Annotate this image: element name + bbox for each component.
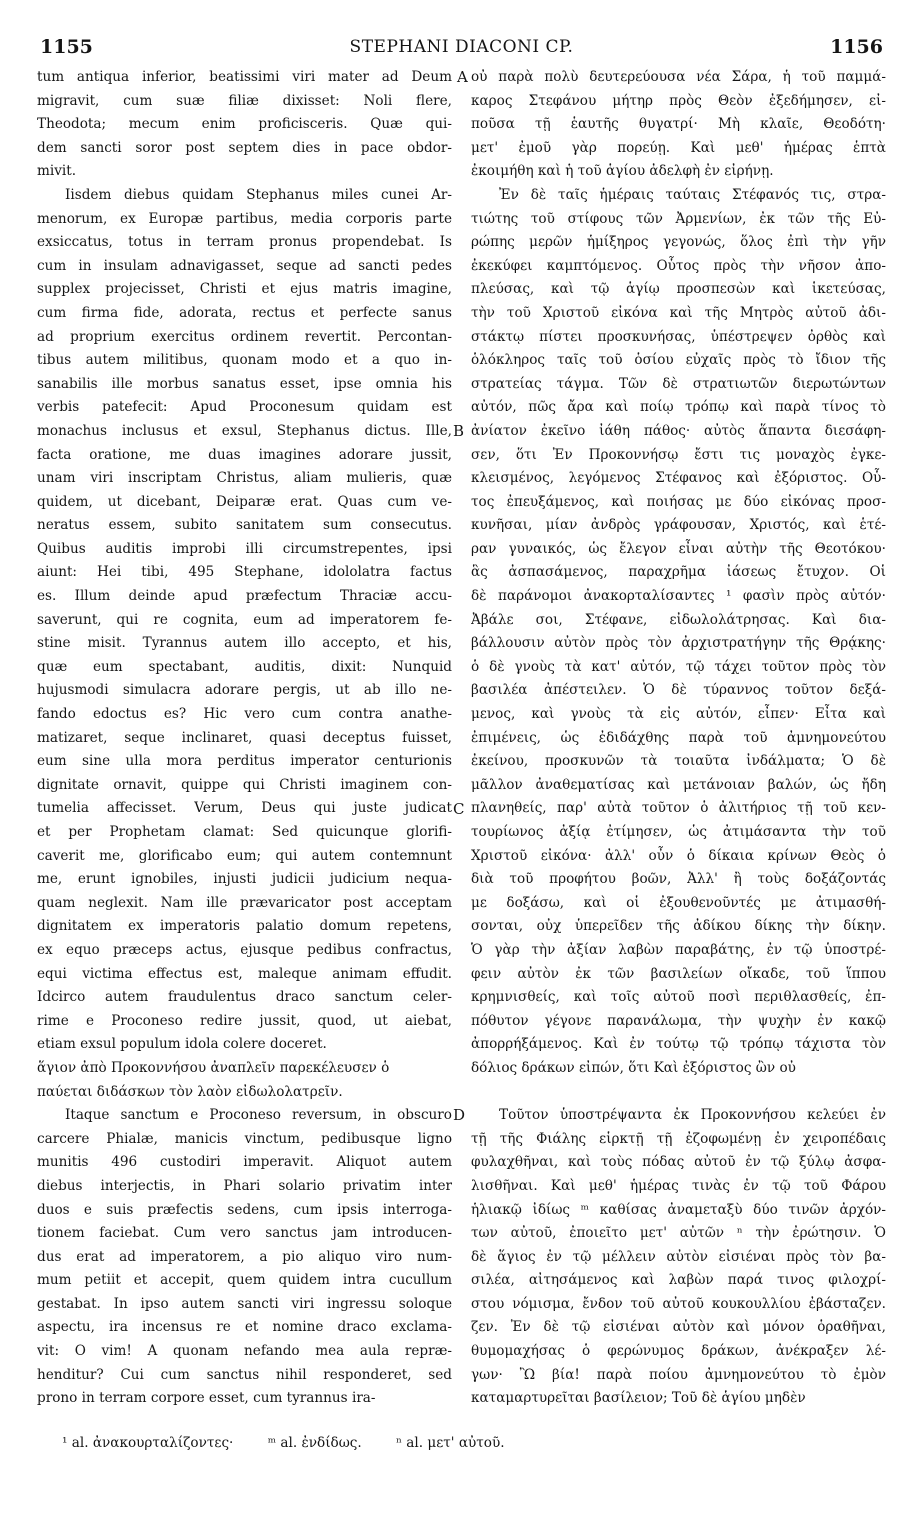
text-line: Theodota; mecum enim proficisceris. Quæ qui- [37,116,452,133]
text-line: me, erunt ignobiles, injusti judicii judicium nequa- [37,871,452,888]
text-line: Iisdem diebus quidam Stephanus miles cunei Ar- [65,186,452,203]
text-line: Idcirco autem fraudulentus draco sanctum celer- [37,989,452,1006]
text-line: duos e suis præfectis sedens, cum ipsis interroga- [37,1201,452,1218]
text-line: αὐτόν, πῶς ἄρα καὶ ποίῳ τρόπῳ καὶ παρὰ τίνος τὸ [471,399,886,416]
running-title: STEPHANI DIACONI CP. [349,37,574,57]
text-line: unam viri inscriptam Christus, aliam mulieris, quæ [37,470,452,487]
text-line: σεν, ὅτι Ἐν Προκοννήσῳ ἔστι τις μοναχὸς ἐγκε- [471,446,886,463]
text-line: matizaret, seque inclinaret, quasi deceptus fuisset, [37,729,452,746]
text-line: cum firma fide, adorata, rectus et perfecte sanus [37,304,452,321]
text-line: neratus essem, subito sanitatem sum consecutus. [37,517,452,534]
text-line: ὁ δὲ γνοὺς τὰ κατ' αὐτόν, τῷ τάχει τοῦτον πρὸς τὸν [471,658,886,675]
text-line: ἐκοιμήθη καὶ ἡ τοῦ ἁγίου ἀδελφὴ ἐν εἰρήνῃ. [471,163,774,180]
text-line: Ἐν δὲ ταῖς ἡμέραις ταύταις Στέφανός τις, στρα- [499,186,886,203]
text-line: ἀνίατον ἐκεῖνο ἰάθη πάθος· αὐτὸς ἅπαντα διεσάφη- [471,422,886,439]
text-line: ἀπορρήξάμενος. Καὶ ἐν τούτῳ τῷ τρόπῳ τάχιστα τὸν [471,1036,886,1053]
footnotes [62,1435,862,1451]
text-line: hujusmodi simulacra adorare pergis, ut ab illo ne- [37,682,452,699]
text-line: vit: O vim! A quonam nefando mea aula repræ- [37,1343,452,1360]
text-line: cum in insulam adnavigasset, seque ad sancti pedes [37,257,452,274]
text-line: διὰ τοῦ προφήτου βοῶν, Ἀλλ' ἢ τοὺς δοξάζοντάς [471,871,886,888]
text-line: facta oratione, me duas imagines adorare jussit, [37,446,452,463]
text-line: sanabilis ille morbus sanatus esset, ipse omnia his [37,375,452,392]
text-line: exsiccatus, totus in terram pronus propendebat. Is [37,234,452,251]
text-line: τος ἐπευξάμενος, καὶ ποιήσας με δύο εἰκόνας προσ- [471,493,886,510]
section-mark-d: D [453,1106,466,1124]
text-line: Τοῦτον ὑποστρέψαντα ἐκ Προκοννήσου κελεύει ἐν [499,1107,886,1124]
text-line: μᾶλλον ἀναθεματίσας καὶ μετάνοιαν βαλών, ὡς ἤδη [471,776,886,793]
text-line: τιώτης τοῦ στίφους τῶν Ἀρμενίων, ἐκ τῶν τῆς Εὐ- [471,210,886,227]
text-line: δόλιος δράκων εἰπών, ὅτι Καὶ ἐξόριστος ὢν οὐ [471,1059,796,1076]
text-line: supplex projecisset, Christi et ejus matris imagine, [37,281,452,298]
text-line: μενος, καὶ γνοὺς τὰ εἰς αὐτόν, εἶπεν· Εἶτα καὶ [471,706,886,723]
text-line: menorum, ex Europæ partibus, media corporis parte [37,210,452,227]
page-header [40,36,883,64]
text-line: γων· Ὢ βία! παρὰ ποίου ἀμνημονεύτου τὸ ἐμὸν [471,1366,886,1383]
text-line: eum sine ulla mora perditus imperator centurionis [37,753,452,770]
text-line: ἡλιακῷ ἰδίως ᵐ καθίσας ἀναμεταξὺ δύο τινῶν ἀρχόν- [471,1201,886,1218]
text-line: ὁλόκληρος ταῖς τοῦ ὁσίου εὐχαῖς πρὸς τὸ ἴδιον τῆς [471,352,886,369]
text-line: ἐκείνου, προσκυνῶν τὰ τοιαῦτα ἰνδάλματα; Ὁ δὲ [471,753,886,770]
text-line: Quibus auditis improbi illi circumstrepentes, ipsi [37,540,452,557]
text-line: βασιλέα ἀπέστειλεν. Ὁ δὲ τύραννος τοῦτον δεξά- [471,682,886,699]
text-line: Ὁ γὰρ τὴν ἀξίαν λαβὼν παραβάτης, ἐν τῷ ὑποστρέ- [471,941,886,958]
text-line: καταμαρτυρεῖται βασίλειον; Τοῦ δὲ ἁγίου μηδὲν [471,1390,806,1407]
text-line: πλανηθείς, παρ' αὐτὰ τοῦτον ὁ ἀλιτήριος τῇ τοῦ κεν- [471,800,886,817]
text-line: es. Illum deinde apud præfectum Thraciæ accu- [37,588,452,605]
text-line: ex equo præceps actus, ejusque pedibus confractus, [37,941,452,958]
text-line: ἐπιμένεις, ὡς ἐδιδάχθης παρὰ τοῦ ἀμνημονεύτου [471,729,886,746]
text-line: πλεύσας, καὶ τῷ ἁγίῳ προσπεσὼν καὶ ἱκετεύσας, [471,281,886,298]
text-line: φυλαχθῆναι, καὶ τοὺς πόδας αὐτοῦ ἐν τῷ ξύλῳ ἀσφα- [471,1154,886,1171]
text-line: των αὐτοῦ, ἐποιεῖτο μετ' αὐτῶν ⁿ τὴν ἐρώτησιν. Ὁ [471,1225,886,1242]
text-line: munitis 496 custodiri imperavit. Aliquot autem [37,1154,452,1171]
section-mark-a: A [457,68,468,86]
text-line: et per Prophetam clamat: Sed quicunque glorifi- [37,824,452,840]
text-line: δὲ παράνομοι ἀνακορταλίσαντες ¹ φασὶν πρὸς αὐτόν· [471,588,886,605]
text-line: ραν γυναικός, ὡς ἔλεγον εἶναι αὐτὴν τῆς Θεοτόκου· [471,540,886,557]
page-number-left: 1155 [40,36,93,58]
text-line: tionem faciebat. Cum vero sanctus jam introducen- [37,1225,452,1242]
text-line: saverunt, qui re cognita, eum ad imperatorem fe- [37,611,452,628]
text-line: quam neglexit. Nam ille prævaricator post acceptam [37,894,452,911]
page-number-right: 1156 [830,36,883,58]
text-line: παύεται διδάσκων τὸν λαὸν εἰδωλολατρεῖν. [37,1083,343,1100]
text-line: ρώπης μερῶν ἡμίξηρος γεγονώς, ὅλος ἐπὶ τὴν γῆν [471,234,886,251]
text-line: dem sancti soror post septem dies in pace obdor- [37,139,452,156]
text-line: στρατείας τάγμα. Τῶν δὲ στρατιωτῶν διερωτώντων [471,375,886,392]
text-line: equi victima effectus est, maleque animam effudit. [37,965,452,982]
text-line: verbis patefecit: Apud Proconesum quidam est [37,399,452,416]
text-line: tum antiqua inferior, beatissimi viri mater ad Deum [37,69,452,85]
section-mark-c: C [453,800,465,818]
text-line: λισθῆναι. Καὶ μεθ' ἡμέρας τινὰς ἐν τῷ τοῦ Φάρου [471,1177,886,1194]
text-line: καρος Στεφάνου μήτηρ πρὸς Θεὸν ἐξεδήμησεν, εἰ- [471,92,886,109]
text-line: τουρίωνος ἀξίᾳ ἐτίμησεν, ὡς ἀτιμάσαντα τὴν τοῦ [471,824,886,840]
footnote: ᵐ al. ἐνδίδως. [267,1435,362,1451]
text-line: Χριστοῦ εἰκόνα· ἀλλ' οὖν ὁ δίκαια κρίνων Θεὸς ὁ [471,847,886,864]
text-line: σιλέα, αἰτησάμενος καὶ λαβὼν παρά τινος φιλοχρί- [471,1272,886,1289]
text-line: quidem, ut dicebant, Deiparæ erat. Quas cum ve- [37,493,452,510]
text-line: μετ' ἐμοῦ γὰρ πορεύῃ. Καὶ μεθ' ἡμέρας ἑπτὰ [471,139,886,156]
latin-column [37,66,468,1411]
text-line: τὴν τοῦ Χριστοῦ εἰκόνα καὶ τῆς Μητρὸς αὐτοῦ ἀδι- [471,304,886,321]
text-line: quæ eum spectabant, auditis, dixit: Nunquid [37,658,452,675]
text-line: Ἀβάλε σοι, Στέφανε, εἰδωλολάτρησας. Καὶ δια- [471,611,886,628]
text-line: Itaque sanctum e Proconeso reversum, in obscuro [65,1107,452,1124]
text-line: dignitatem ex imperatoris palatio domum repetens, [37,918,452,935]
text-line: monachus inclusus et exsul, Stephanus dictus. Ille, [37,422,452,439]
text-line: tibus autem militibus, quonam modo et a quo in- [37,352,452,369]
text-line: henditur? Cui cum sanctus nihil responderet, sed [37,1366,452,1383]
footnote: ¹ al. ἀνακουρταλίζοντες· [62,1435,234,1451]
text-line: etiam exsul populum idola colere doceret. [37,1036,327,1053]
text-line: κυνῆσαι, μίαν ἀνδρὸς γράφουσαν, Χριστός, καὶ ἑτέ- [471,517,886,534]
text-line: κρημνισθείς, καὶ τοῖς αὐτοῦ ποσὶ περιθλασθείς, ἐπ- [471,989,886,1006]
text-line: θυμομαχήσας ὁ φερώνυμος δράκων, ἀνέκραξεν λέ- [471,1343,886,1360]
text-line: φειν αὐτὸν ἐκ τῶν βασιλείων οἴκαδε, τοῦ ἵππου [471,965,886,982]
text-line: στάκτῳ πίστει προσκυνήσας, ὑπέστρεψεν ὀρθὸς καὶ [471,328,886,345]
text-line: prono in terram corpore esset, cum tyrannus ira- [37,1390,376,1407]
text-line: οὐ παρὰ πολὺ δευτερεύουσα νέα Σάρα, ἡ τοῦ παμμά- [471,69,886,85]
text-line: dus erat ad imperatorem, a pio aliquo viro num- [37,1248,452,1265]
text-line: fando edoctus es? Hic vero cum contra anathe- [37,706,452,723]
text-line: ποῦσα τῇ ἑαυτῆς θυγατρί· Μὴ κλαῖε, Θεοδότη· [471,116,886,133]
text-line: ἃς ἀσπασάμενος, παραχρῆμα ἰάσεως ἔτυχον. Οἱ [471,564,886,581]
text-line: mivit. [37,163,77,180]
text-line: rime e Proconeso redire jussit, quod, ut aiebat, [37,1012,452,1029]
section-mark-b: B [453,422,465,440]
text-line: carcere Phialæ, manicis vinctum, pedibusque ligno [37,1130,452,1147]
text-line: δὲ ἅγιος ἐν τῷ μέλλειν αὐτὸν εἰσιέναι πρὸς τὸν βα- [471,1248,886,1265]
text-line [471,1081,886,1105]
greek-column [453,66,886,1411]
text-line: dignitate ornavit, quippe qui Christi imaginem con- [37,776,452,793]
text-line: migravit, cum suæ filiæ dixisset: Noli flere, [37,92,452,109]
text-line: σονται, οὐχ ὑπερεῖδεν τῆς ἀδίκου δίκης τὴν δίκην. [471,918,886,935]
text-line: με δοξάσω, καὶ οἱ ἐξουθενοῦντές με ἀτιμασθή- [471,894,886,911]
text-line: mum petiit et accepit, quem quidem intra cucullum [37,1272,452,1289]
text-line: aiunt: Hei tibi, 495 Stephane, idololatra factus [37,564,452,581]
text-line: βάλλουσιν αὐτὸν πρὸς τὸν ἀρχιστρατήγην τῆς Θρᾴκης· [471,635,886,652]
text-line: ἅγιον ἀπὸ Προκοννήσου ἀναπλεῖν παρεκέλευσεν ὁ [37,1059,390,1076]
text-line: πόθυτον γέγονε παρανάλωμα, τὴν ψυχὴν ἐν κακῷ [471,1012,886,1029]
text-line: tumelia affecisset. Verum, Deus qui juste judicat [37,800,452,817]
text-line: ad proprium exercitus ordinem revertit. Percontan- [37,328,452,345]
text-line: diebus interjectis, in Phari solario privatim inter [37,1177,452,1194]
text-line: stine misit. Tyrannus autem illo accepto, et his, [37,635,452,652]
text-line: ζεν. Ἐν δὲ τῷ εἰσιέναι αὐτὸν καὶ μόνον ὁραθῆναι, [471,1319,886,1336]
text-line: ἐκεκύφει καμπτόμενος. Οὗτος πρὸς τὴν νῆσον ἀπο- [471,257,886,274]
text-line: caverit me, glorificabo eum; qui autem contemnunt [37,847,452,864]
text-line: aspectu, ira incensus re et nomine draco exclama- [37,1319,452,1336]
text-line: τῇ τῆς Φιάλης εἱρκτῇ τῇ ἐζοφωμένῃ ἐν χειροπέδαις [471,1130,886,1147]
text-line: gestabat. In ipso autem sancti viri ingressu soloque [37,1295,452,1312]
footnote: ⁿ al. μετ' αὐτοῦ. [396,1435,505,1451]
text-line: στου νόμισμα, ἔνδον τοῦ αὐτοῦ κουκουλλίου ἐβάσταζεν. [471,1295,886,1312]
text-line: κλεισμένος, λεγόμενος Στέφανος καὶ ἐξόριστος. Οὗ- [471,470,886,487]
